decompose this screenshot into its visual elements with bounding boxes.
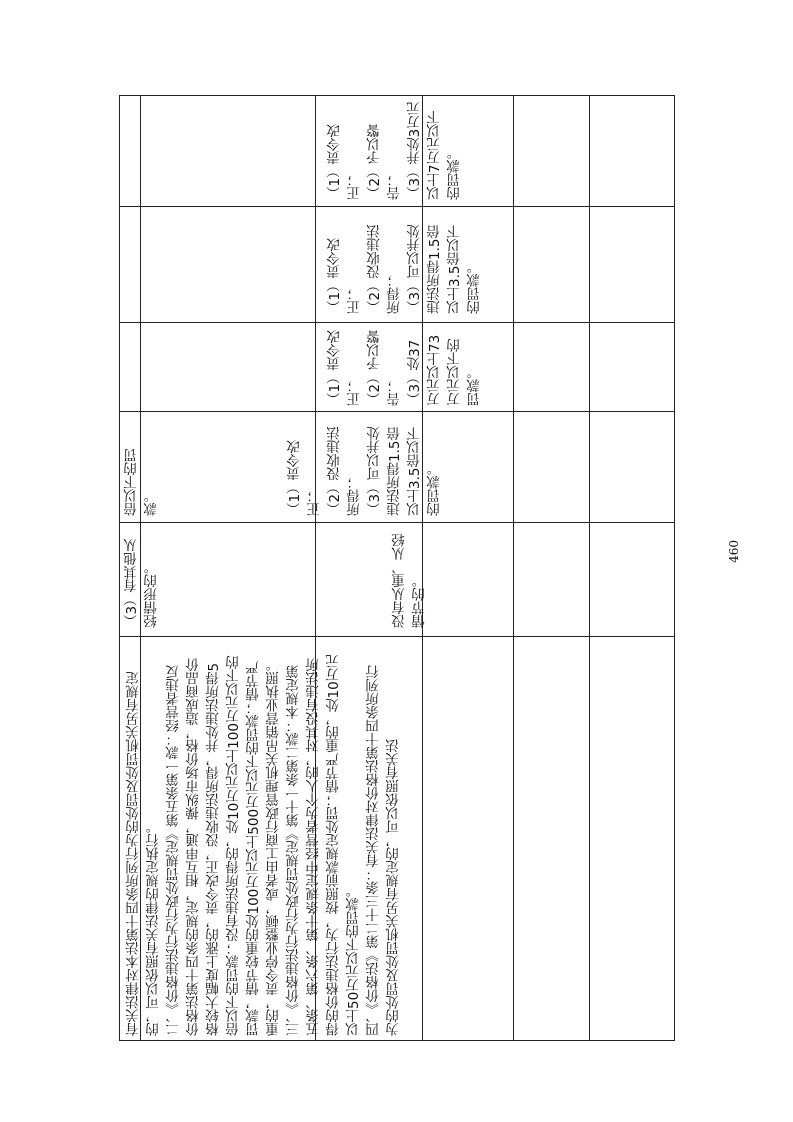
- standard-top-text: 倍以下的罚款。: [124, 448, 160, 516]
- col-divider-4: [513, 96, 514, 1040]
- range-a-text: （1）责令改正； （2）予以警告； （3）处37万元以上73万元以下的罚款。: [327, 329, 483, 406]
- row-divider-3: [120, 411, 674, 412]
- row-divider-2: [120, 322, 674, 323]
- standard-mid-text: （1）责令改正； （2）没收违法所得； （3）可以并处违法所得1.5倍以上3.5倍以下的罚款。: [287, 426, 443, 516]
- row-divider-5: [120, 636, 674, 637]
- penalty-table: [119, 95, 675, 1041]
- row-divider-1: [120, 206, 674, 207]
- range-b-text: （1）责令改正； （2）没收违法所得； （3）可以并处违法所得1.5倍以上3.5倍以下的罚款。: [327, 224, 483, 314]
- basis-text: 有关法律对本法第十四条所列行为的处罚及处罚机关另有规定的，可以依照有关法律的规定执行。 二、《价格违法行为行政处罚规定》第五条第一款：经营者违反价格法第十四条的规定，相互串通，操纵市场价格，造成商品价格较大幅度上涨的，责令改正，没收违法所得，并处违法所得5倍以下的罚款；没有违法所得的，处10万元以上100万元以下的罚款，情节较重的处100万元以上500万元以下的罚款；情节严重的，责令停业整顿，或者由工商行政管理机关吊销营业执照。 三、《价格违法行为行政处罚规定》第十一条第二款：本规定第五条、第六条、第十条规定中经营者为个人的，对其没有违法所得的价格违法行为，按照前款规定处罚；情节严重的，处10万元以上50万元以下的罚款。 四、《价格法》第二十三条：有关法律对价格法第十四条所列行为的处罚及处罚机关另有规定的，可以依照有关法: [126, 654, 402, 1036]
- circumstance-top-text: （3）有其他从轻情形的。: [124, 538, 160, 628]
- col-divider-5: [589, 96, 590, 1040]
- circumstance-mid-text: 没有从重、从轻情节的。: [392, 533, 428, 628]
- row-divider-4: [120, 522, 674, 523]
- range-c-text: （1）责令改正； （2）予以警告； （3）并处3万元以上7万元以下的罚款。: [327, 101, 463, 200]
- page-number: 460: [727, 540, 741, 563]
